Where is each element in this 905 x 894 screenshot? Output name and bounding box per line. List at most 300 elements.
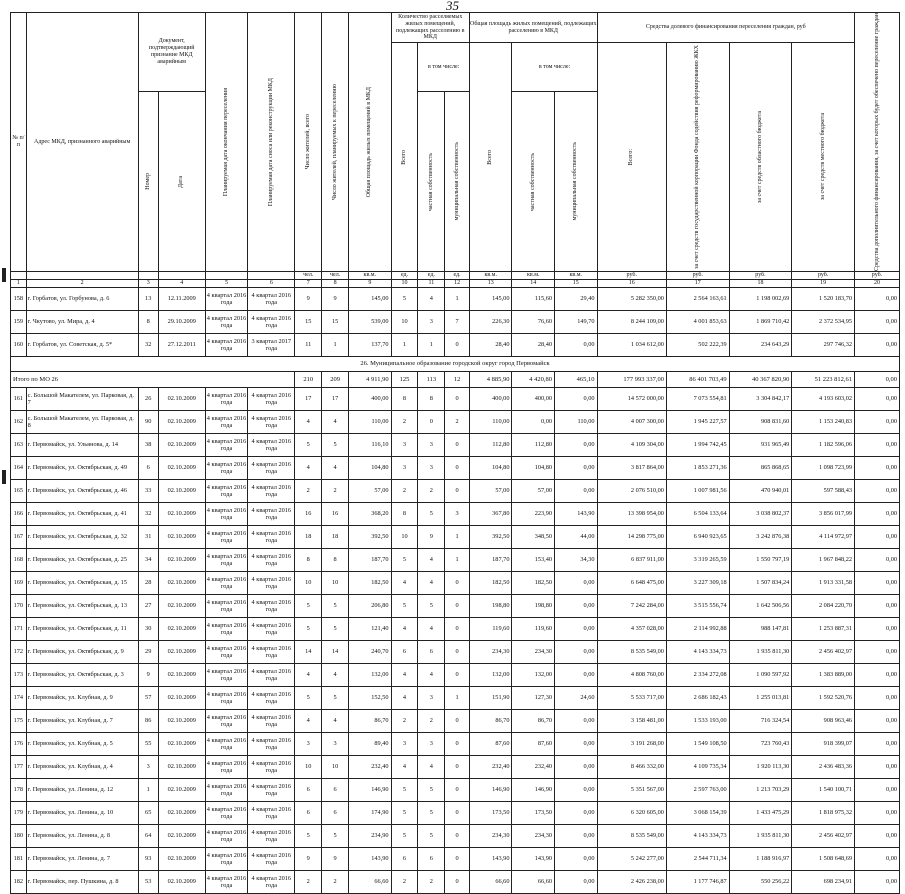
row-number: 181 (11, 847, 27, 870)
fund-regional-cell: 865 868,65 (729, 456, 792, 479)
fund-regional-cell: 470 940,01 (729, 479, 792, 502)
rooms-total-cell: 4 (391, 663, 418, 686)
unit-cell: чел. (295, 272, 322, 280)
doc-number-cell: 38 (138, 433, 158, 456)
residents-planned-cell: 15 (322, 310, 349, 333)
rooms-private-cell: 4 (418, 548, 445, 571)
area-private-cell: 57,00 (512, 479, 555, 502)
area-resettle-cell: 234,30 (469, 824, 512, 847)
table-row (11, 548, 900, 571)
planned-demolish-cell: 4 квартал 2016 года (248, 709, 295, 732)
address-cell: г. Первомайск, ул. Октябрьская, д. 46 (26, 479, 138, 502)
column-number-cell: 18 (729, 279, 792, 287)
table-row (11, 663, 900, 686)
fund-local-cell: 2 456 402,97 (792, 640, 855, 663)
doc-number-cell: 27 (138, 594, 158, 617)
doc-date-cell: 29.10.2009 (158, 310, 205, 333)
area-private-cell: 153,40 (512, 548, 555, 571)
fund-local-cell: 597 588,43 (792, 479, 855, 502)
fund-extra-cell: 0,00 (855, 847, 900, 870)
table-row (11, 709, 900, 732)
rooms-private-cell: 3 (418, 310, 445, 333)
rooms-private-cell: 4 (418, 617, 445, 640)
area-private-cell: 182,50 (512, 571, 555, 594)
area-private-cell: 232,40 (512, 755, 555, 778)
column-number-cell: 10 (391, 279, 418, 287)
column-number-cell: 13 (469, 279, 512, 287)
doc-date-cell: 02.10.2009 (158, 525, 205, 548)
residents-planned-cell: 5 (322, 433, 349, 456)
rooms-municipal-cell: 0 (445, 433, 470, 456)
residents-planned-cell: 2 (322, 870, 349, 893)
area-cell: 86,70 (349, 709, 392, 732)
page-number: 35 (446, 0, 459, 13)
area-resettle-cell: 226,30 (469, 310, 512, 333)
doc-number-cell: 1 (138, 778, 158, 801)
rooms-total-cell: 5 (391, 548, 418, 571)
rooms-municipal-cell: 1 (445, 686, 470, 709)
area-cell: 174,90 (349, 801, 392, 824)
planned-demolish-cell: 4 квартал 2016 года (248, 755, 295, 778)
residents-cell: 10 (295, 571, 322, 594)
area-private-cell: 86,70 (512, 709, 555, 732)
rooms-total-cell: 5 (391, 594, 418, 617)
area-resettle-cell: 66,60 (469, 870, 512, 893)
residents-cell: 4 (295, 456, 322, 479)
row-number: 159 (11, 310, 27, 333)
total-fund-fond-cell: 86 401 703,49 (666, 371, 729, 387)
table-row (11, 686, 900, 709)
planned-end-cell: 4 квартал 2016 года (205, 663, 248, 686)
rooms-municipal-cell: 3 (445, 502, 470, 525)
fund-local-cell: 1 913 331,58 (792, 571, 855, 594)
funding-total-cell: 2 076 510,00 (597, 479, 666, 502)
doc-number-cell: 33 (138, 479, 158, 502)
row-number: 162 (11, 410, 27, 433)
col-num-header: № п/п (11, 13, 27, 272)
doc-number-cell: 31 (138, 525, 158, 548)
area-resettle-cell: 232,40 (469, 755, 512, 778)
total-rooms-total-cell: 125 (391, 371, 418, 387)
area-resettle-cell: 86,70 (469, 709, 512, 732)
area-resettle-cell: 400,00 (469, 387, 512, 410)
planned-demolish-cell: 4 квартал 2016 года (248, 548, 295, 571)
planned-demolish-cell: 4 квартал 2016 года (248, 287, 295, 310)
area-resettle-cell: 146,90 (469, 778, 512, 801)
rooms-municipal-cell: 0 (445, 640, 470, 663)
area-total-sub-header: Всего (469, 43, 512, 272)
table-row (11, 333, 900, 356)
column-number-cell: 3 (138, 279, 158, 287)
area-municipal-cell: 0,00 (555, 594, 598, 617)
planned-demolish-cell: 3 квартал 2017 года (248, 333, 295, 356)
residents-cell: 11 (295, 333, 322, 356)
rooms-private-cell: 2 (418, 479, 445, 502)
table-row (11, 824, 900, 847)
fund-local-cell: 1 592 520,76 (792, 686, 855, 709)
fund-local-cell: 1 540 100,71 (792, 778, 855, 801)
fund-extra-cell: 0,00 (855, 617, 900, 640)
area-municipal-cell: 0,00 (555, 732, 598, 755)
fund-fond-cell: 1 177 746,87 (666, 870, 729, 893)
table-row (11, 479, 900, 502)
table-row (11, 594, 900, 617)
table-row (11, 571, 900, 594)
section-row (11, 356, 900, 371)
fund-extra-cell: 0,00 (855, 387, 900, 410)
total-residents-planned-cell: 209 (322, 371, 349, 387)
unit-cell: кв.м. (349, 272, 392, 280)
address-cell: г. Первомайск, ул. Клубная, д. 5 (26, 732, 138, 755)
binding-mark (2, 268, 6, 282)
rooms-private-cell: 5 (418, 801, 445, 824)
area-private-cell: 87,60 (512, 732, 555, 755)
doc-number-cell: 86 (138, 709, 158, 732)
planned-demolish-cell: 4 квартал 2016 года (248, 824, 295, 847)
area-private-cell: 400,00 (512, 387, 555, 410)
area-municipal-cell: 0,00 (555, 663, 598, 686)
unit-cell: руб. (855, 272, 900, 280)
area-private-cell: 115,60 (512, 287, 555, 310)
unit-cell (138, 272, 158, 280)
area-private-cell: 28,40 (512, 333, 555, 356)
row-number: 166 (11, 502, 27, 525)
area-resettle-cell: 145,00 (469, 287, 512, 310)
rooms-private-cell: 0 (418, 410, 445, 433)
fund-regional-cell: 3 304 842,17 (729, 387, 792, 410)
planned-demolish-cell: 4 квартал 2016 года (248, 617, 295, 640)
planned-end-cell: 4 квартал 2016 года (205, 594, 248, 617)
rooms-total-cell: 8 (391, 387, 418, 410)
column-number-cell: 7 (295, 279, 322, 287)
area-municipal-cell: 0,00 (555, 847, 598, 870)
fund-extra-cell: 0,00 (855, 548, 900, 571)
rooms-municipal-cell: 0 (445, 870, 470, 893)
row-number: 182 (11, 870, 27, 893)
fund-fond-cell: 4 001 853,63 (666, 310, 729, 333)
residents-planned-cell: 5 (322, 594, 349, 617)
fund-fond-header: за счет средств государственной корпорации Фонда содействия реформированию ЖКХ (666, 43, 729, 272)
fund-local-cell: 2 372 534,95 (792, 310, 855, 333)
column-number-cell: 17 (666, 279, 729, 287)
table-row (11, 287, 900, 310)
fund-local-cell: 1 098 723,99 (792, 456, 855, 479)
rooms-municipal-cell: 0 (445, 594, 470, 617)
fund-extra-cell: 0,00 (855, 571, 900, 594)
fund-local-cell: 297 746,32 (792, 333, 855, 356)
section-title: 26. Муниципальное образование городской округ город Первомайск (11, 356, 900, 371)
total-fund-regional-cell: 40 367 820,90 (729, 371, 792, 387)
row-number: 160 (11, 333, 27, 356)
fund-extra-cell: 0,00 (855, 732, 900, 755)
fund-fond-cell: 4 143 334,73 (666, 824, 729, 847)
doc-date-cell: 02.10.2009 (158, 479, 205, 502)
col-address-header: Адрес МКД, признанного аварийным (26, 13, 138, 272)
unit-cell: руб. (792, 272, 855, 280)
address-cell: г. Первомайск, ул. Октябрьская, д. 49 (26, 456, 138, 479)
doc-number-cell: 64 (138, 824, 158, 847)
fund-local-cell: 1 520 183,70 (792, 287, 855, 310)
planned-end-cell: 4 квартал 2016 года (205, 617, 248, 640)
fund-extra-cell: 0,00 (855, 287, 900, 310)
area-municipal-header: муниципальная собственность (555, 92, 598, 272)
planned-demolish-cell: 4 квартал 2016 года (248, 310, 295, 333)
table-body (11, 287, 900, 893)
area-cell: 539,00 (349, 310, 392, 333)
residents-planned-cell: 4 (322, 410, 349, 433)
residents-cell: 6 (295, 778, 322, 801)
fund-regional-cell: 1 935 811,30 (729, 824, 792, 847)
residents-cell: 9 (295, 847, 322, 870)
row-number: 161 (11, 387, 27, 410)
area-resettle-cell: 57,00 (469, 479, 512, 502)
rooms-total-cell: 6 (391, 640, 418, 663)
fund-local-cell: 1 153 240,83 (792, 410, 855, 433)
fund-fond-cell: 4 143 334,73 (666, 640, 729, 663)
area-cell: 66,60 (349, 870, 392, 893)
planned-demolish-cell: 4 квартал 2016 года (248, 594, 295, 617)
residents-cell: 4 (295, 410, 322, 433)
doc-date-cell: 02.10.2009 (158, 686, 205, 709)
doc-date-cell: 02.10.2009 (158, 732, 205, 755)
doc-number-cell: 29 (138, 640, 158, 663)
area-private-cell: 0,00 (512, 410, 555, 433)
fund-regional-cell: 1 869 710,42 (729, 310, 792, 333)
area-resettle-cell: 143,90 (469, 847, 512, 870)
residents-planned-cell: 6 (322, 801, 349, 824)
rooms-private-cell: 3 (418, 433, 445, 456)
area-private-cell: 143,90 (512, 847, 555, 870)
doc-number-header: Номер (138, 92, 158, 272)
rooms-municipal-cell: 7 (445, 310, 470, 333)
fund-regional-cell: 3 038 802,37 (729, 502, 792, 525)
unit-cell: кв.м. (555, 272, 598, 280)
address-cell: г. Первомайск, ул. Клубная, д. 4 (26, 755, 138, 778)
planned-demolish-cell: 4 квартал 2016 года (248, 456, 295, 479)
unit-cell: кв.м. (469, 272, 512, 280)
unit-cell (205, 272, 248, 280)
doc-date-cell: 12.11.2009 (158, 287, 205, 310)
rooms-total-cell: 4 (391, 617, 418, 640)
funding-total-cell: 5 242 277,00 (597, 847, 666, 870)
area-resettle-cell: 198,80 (469, 594, 512, 617)
fund-local-cell: 918 399,07 (792, 732, 855, 755)
area-private-cell: 119,60 (512, 617, 555, 640)
rooms-incl-header: в том числе: (418, 43, 470, 92)
column-number-cell: 6 (248, 279, 295, 287)
area-resettle-cell: 234,30 (469, 640, 512, 663)
fund-fond-cell: 2 114 992,88 (666, 617, 729, 640)
fund-local-cell: 698 234,91 (792, 870, 855, 893)
address-cell: г. Первомайск, пер. Пушкина, д. 8 (26, 870, 138, 893)
rooms-total-cell: 4 (391, 686, 418, 709)
fund-extra-cell: 0,00 (855, 310, 900, 333)
doc-number-cell: 30 (138, 617, 158, 640)
total-fund-local-cell: 51 223 812,61 (792, 371, 855, 387)
funding-total-cell: 8 244 109,00 (597, 310, 666, 333)
area-municipal-cell: 44,00 (555, 525, 598, 548)
residents-cell: 5 (295, 617, 322, 640)
doc-date-cell: 02.10.2009 (158, 870, 205, 893)
funding-total-cell: 7 242 284,00 (597, 594, 666, 617)
area-cell: 182,50 (349, 571, 392, 594)
residents-planned-cell: 8 (322, 548, 349, 571)
rooms-municipal-cell: 0 (445, 755, 470, 778)
area-resettle-cell: 367,80 (469, 502, 512, 525)
table-row (11, 387, 900, 410)
area-resettle-cell: 392,50 (469, 525, 512, 548)
row-number: 175 (11, 709, 27, 732)
address-cell: г. Первомайск, ул. Октябрьская, д. 25 (26, 548, 138, 571)
total-rooms-private-cell: 113 (418, 371, 445, 387)
funding-total-cell: 14 572 000,00 (597, 387, 666, 410)
column-number-cell: 20 (855, 279, 900, 287)
table-row (11, 617, 900, 640)
doc-number-cell: 65 (138, 801, 158, 824)
rooms-municipal-cell: 0 (445, 709, 470, 732)
table-header (11, 13, 900, 288)
address-cell: г. Первомайск, ул. Ленина, д. 10 (26, 801, 138, 824)
fund-extra-cell: 0,00 (855, 709, 900, 732)
total-area-resettle-cell: 4 885,90 (469, 371, 512, 387)
area-municipal-cell: 0,00 (555, 824, 598, 847)
planned-demolish-cell: 4 квартал 2016 года (248, 801, 295, 824)
fund-regional-cell: 716 324,54 (729, 709, 792, 732)
rooms-private-cell: 4 (418, 287, 445, 310)
residents-planned-cell: 14 (322, 640, 349, 663)
planned-end-cell: 4 квартал 2016 года (205, 870, 248, 893)
fund-regional-cell: 1 920 113,30 (729, 755, 792, 778)
area-private-cell: 146,90 (512, 778, 555, 801)
funding-total-cell: 5 533 717,00 (597, 686, 666, 709)
rooms-private-cell: 6 (418, 847, 445, 870)
planned-end-cell: 4 квартал 2016 года (205, 709, 248, 732)
fund-fond-cell: 6 940 923,65 (666, 525, 729, 548)
doc-date-header: Дата (158, 92, 205, 272)
fund-extra-cell: 0,00 (855, 778, 900, 801)
fund-fond-cell: 2 686 182,43 (666, 686, 729, 709)
rooms-total-cell: 5 (391, 824, 418, 847)
total-area-private-cell: 4 420,80 (512, 371, 555, 387)
rooms-municipal-header: муниципальная собственность (445, 92, 470, 272)
planned-demolish-cell: 4 квартал 2016 года (248, 870, 295, 893)
col-residents-planned-header: Число жителей, планируемых к переселению (322, 13, 349, 272)
funding-total-cell: 1 034 612,00 (597, 333, 666, 356)
fund-local-cell: 1 967 848,22 (792, 548, 855, 571)
doc-date-cell: 02.10.2009 (158, 847, 205, 870)
total-row (11, 371, 900, 387)
rooms-municipal-cell: 2 (445, 410, 470, 433)
rooms-private-cell: 8 (418, 387, 445, 410)
fund-fond-cell: 502 222,39 (666, 333, 729, 356)
planned-end-cell: 4 квартал 2016 года (205, 310, 248, 333)
funding-total-cell: 8 466 332,00 (597, 755, 666, 778)
table-row (11, 502, 900, 525)
area-private-cell: 234,30 (512, 824, 555, 847)
planned-demolish-cell: 4 квартал 2016 года (248, 387, 295, 410)
rooms-private-cell: 4 (418, 755, 445, 778)
fund-regional-cell: 988 147,81 (729, 617, 792, 640)
residents-planned-cell: 5 (322, 686, 349, 709)
unit-cell: руб. (597, 272, 666, 280)
residents-planned-cell: 2 (322, 479, 349, 502)
address-cell: г. Первомайск, ул. Октябрьская, д. 3 (26, 663, 138, 686)
fund-fond-cell: 2 597 763,00 (666, 778, 729, 801)
planned-demolish-cell: 4 квартал 2016 года (248, 571, 295, 594)
rooms-municipal-cell: 0 (445, 456, 470, 479)
rooms-municipal-cell: 0 (445, 479, 470, 502)
table-row (11, 410, 900, 433)
row-number: 174 (11, 686, 27, 709)
doc-number-cell: 32 (138, 333, 158, 356)
rooms-total-cell: 3 (391, 732, 418, 755)
area-private-cell: 234,30 (512, 640, 555, 663)
planned-end-cell: 4 квартал 2016 года (205, 410, 248, 433)
funding-group-header: Средства долевого финансирования переселения граждан, руб (597, 13, 854, 43)
area-municipal-cell: 0,00 (555, 479, 598, 502)
fund-regional-cell: 1 188 916,97 (729, 847, 792, 870)
address-cell: г. Первомайск, ул. Клубная, д. 7 (26, 709, 138, 732)
area-private-cell: 127,30 (512, 686, 555, 709)
doc-number-cell: 8 (138, 310, 158, 333)
planned-demolish-cell: 4 квартал 2016 года (248, 502, 295, 525)
planned-end-cell: 4 квартал 2016 года (205, 571, 248, 594)
area-cell: 400,00 (349, 387, 392, 410)
fund-fond-cell: 1 007 981,56 (666, 479, 729, 502)
funding-total-cell: 3 158 481,00 (597, 709, 666, 732)
doc-date-cell: 02.10.2009 (158, 617, 205, 640)
residents-cell: 16 (295, 502, 322, 525)
rooms-municipal-cell: 0 (445, 801, 470, 824)
residents-planned-cell: 9 (322, 287, 349, 310)
fund-fond-cell: 1 994 742,45 (666, 433, 729, 456)
rooms-private-cell: 3 (418, 456, 445, 479)
planned-demolish-cell: 4 квартал 2016 года (248, 410, 295, 433)
fund-extra-cell: 0,00 (855, 686, 900, 709)
funding-total-cell: 4 808 760,00 (597, 663, 666, 686)
table-row (11, 847, 900, 870)
area-resettle-cell: 110,00 (469, 410, 512, 433)
table-row (11, 525, 900, 548)
table-row (11, 778, 900, 801)
fund-fond-cell: 2 564 163,61 (666, 287, 729, 310)
fund-fond-cell: 2 544 711,34 (666, 847, 729, 870)
table-row (11, 310, 900, 333)
fund-fond-cell: 3 068 154,39 (666, 801, 729, 824)
residents-planned-cell: 3 (322, 732, 349, 755)
fund-fond-cell: 1 945 227,57 (666, 410, 729, 433)
area-cell: 143,90 (349, 847, 392, 870)
planned-demolish-cell: 4 квартал 2016 года (248, 640, 295, 663)
planned-demolish-cell: 4 квартал 2016 года (248, 525, 295, 548)
area-resettle-cell: 182,50 (469, 571, 512, 594)
area-private-cell: 198,80 (512, 594, 555, 617)
rooms-private-cell: 1 (418, 333, 445, 356)
rooms-private-cell: 3 (418, 732, 445, 755)
fund-local-cell: 2 456 402,97 (792, 824, 855, 847)
planned-end-cell: 4 квартал 2016 года (205, 801, 248, 824)
col-area-header: Общая площадь жилых помещений в МКД (349, 13, 392, 272)
row-number: 176 (11, 732, 27, 755)
doc-date-cell: 02.10.2009 (158, 824, 205, 847)
funding-total-header: Всего: (597, 43, 666, 272)
doc-date-cell: 02.10.2009 (158, 709, 205, 732)
fund-extra-cell: 0,00 (855, 640, 900, 663)
fund-regional-cell: 1 213 703,29 (729, 778, 792, 801)
rooms-total-cell: 6 (391, 847, 418, 870)
planned-end-cell: 4 квартал 2016 года (205, 548, 248, 571)
rooms-total-header: Всего (391, 43, 418, 272)
